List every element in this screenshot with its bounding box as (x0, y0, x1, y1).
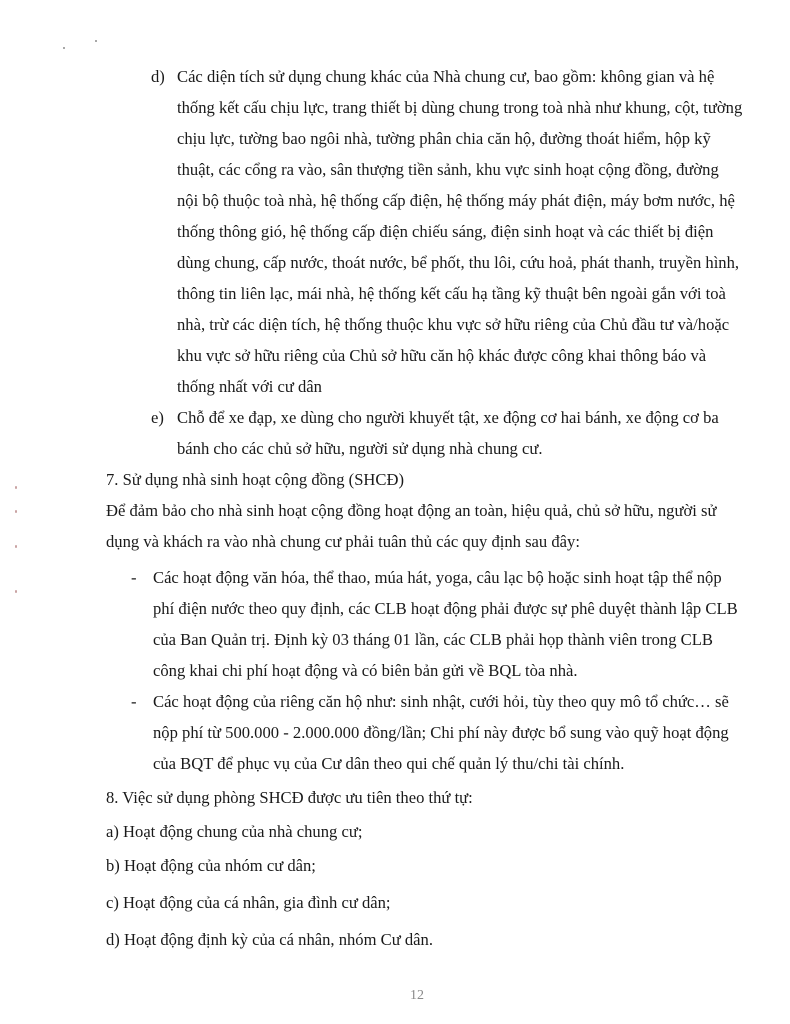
paragraph-line: của BQT để phục vụ của Cư dân theo qui chế quản lý thu/chi tài chính. (153, 754, 625, 773)
paragraph-line: phí điện nước theo quy định, các CLB hoạt động phải được sự phê duyệt thành lập CLB (153, 599, 738, 618)
list-item: a) Hoạt động chung của nhà chung cư; (106, 822, 363, 841)
paragraph-line: thống nhất với cư dân (177, 377, 322, 396)
scan-speck (95, 40, 97, 42)
paragraph-line: nội bộ thuộc toà nhà, hệ thống cấp điện, hệ thống máy phát điện, máy bơm nước, hệ (177, 191, 735, 210)
paragraph-line: công khai chi phí hoạt động và có biên bản gửi về BQL tòa nhà. (153, 661, 578, 680)
paragraph-line: khu vực sở hữu riêng của Chủ sở hữu căn hộ khác được công khai thông báo và (177, 346, 707, 365)
paragraph-line: bánh cho các chủ sở hữu, người sử dụng nhà chung cư. (177, 439, 543, 458)
scan-speck (63, 47, 65, 49)
list-item: b) Hoạt động của nhóm cư dân; (106, 856, 316, 875)
scan-speck (15, 486, 17, 489)
paragraph-line: Chỗ để xe đạp, xe dùng cho người khuyết tật, xe động cơ hai bánh, xe động cơ ba (177, 408, 719, 427)
list-marker: d) (151, 67, 165, 86)
scan-speck (15, 545, 17, 548)
paragraph-line: chịu lực, tường bao ngôi nhà, tường phân chia căn hộ, đường thoát hiểm, hộp kỹ (177, 129, 711, 148)
bullet-marker: - (131, 692, 137, 711)
list-item: d) Hoạt động định kỳ của cá nhân, nhóm Cư dân. (106, 930, 433, 949)
paragraph-line: thông tin liên lạc, mái nhà, hệ thống kết cấu hạ tầng kỹ thuật bên ngoài gắn với toà (177, 284, 726, 303)
list-item: c) Hoạt động của cá nhân, gia đình cư dân; (106, 893, 391, 912)
list-marker: e) (151, 408, 164, 427)
paragraph-line: dụng và khách ra vào nhà chung cư phải tuân thủ các quy định sau đây: (106, 532, 580, 551)
page-number: 12 (410, 988, 424, 1003)
section-heading: 8. Việc sử dụng phòng SHCĐ được ưu tiên theo thứ tự: (106, 788, 473, 807)
scan-speck (15, 510, 17, 513)
paragraph-line: thống kết cấu chịu lực, trang thiết bị dùng chung trong toà nhà như khung, cột, tường (177, 98, 743, 117)
paragraph-line: Các diện tích sử dụng chung khác của Nhà chung cư, bao gồm: không gian và hệ (177, 67, 715, 86)
paragraph-line: Các hoạt động của riêng căn hộ như: sinh nhật, cưới hỏi, tùy theo quy mô tổ chức… sẽ (153, 692, 729, 711)
section-heading: 7. Sử dụng nhà sinh hoạt cộng đồng (SHCĐ) (106, 470, 404, 489)
paragraph-line: dùng chung, cấp nước, thoát nước, bể phốt, thu lôi, cứu hoả, phát thanh, truyền hình, (177, 253, 740, 272)
bullet-marker: - (131, 568, 137, 587)
paragraph-line: Để đảm bảo cho nhà sinh hoạt cộng đồng hoạt động an toàn, hiệu quả, chủ sở hữu, người sử (106, 501, 717, 520)
paragraph-line: thống thông gió, hệ thống cấp điện chiếu sáng, điện sinh hoạt và các thiết bị điện (177, 222, 714, 241)
paragraph-line: nhà, trừ các diện tích, hệ thống thuộc khu vực sở hữu riêng của Chủ đầu tư và/hoặc (177, 315, 730, 334)
paragraph-line: của Ban Quản trị. Định kỳ 03 tháng 01 lần, các CLB phải họp thành viên trong CLB (153, 630, 713, 649)
paragraph-line: nộp phí từ 500.000 - 2.000.000 đồng/lần; Chi phí này được bổ sung vào quỹ hoạt động (153, 723, 729, 742)
scan-speck (15, 590, 17, 593)
paragraph-line: Các hoạt động văn hóa, thể thao, múa hát, yoga, câu lạc bộ hoặc sinh hoạt tập thể nộp (153, 568, 722, 587)
paragraph-line: thuật, các cổng ra vào, sân thượng tiền sảnh, khu vực sinh hoạt cộng đồng, đường (177, 160, 719, 179)
